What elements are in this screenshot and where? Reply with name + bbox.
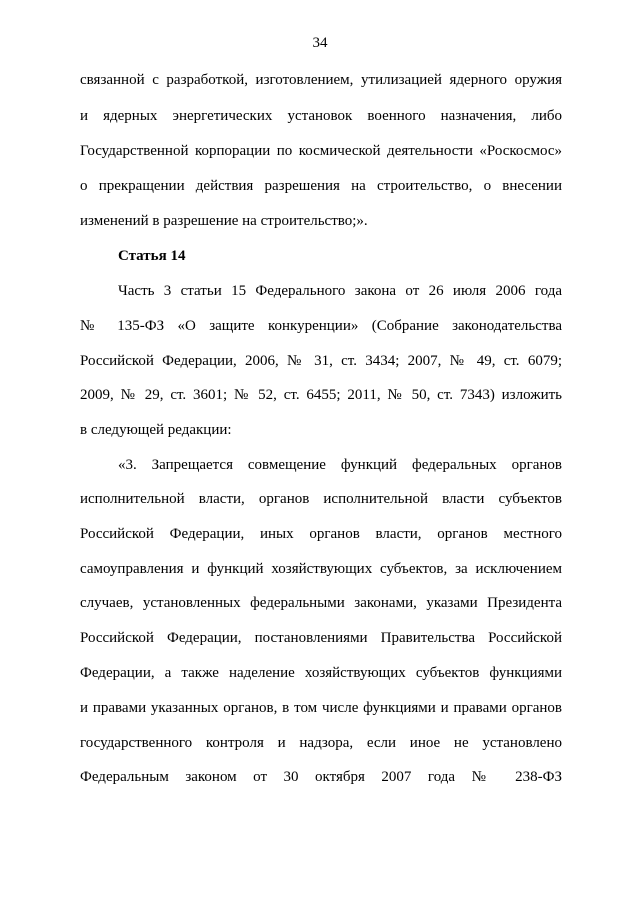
page-number: 34 <box>312 35 328 51</box>
text-line: № 135-ФЗ «О защите конкуренции» (Собрание законодательства <box>80 318 562 334</box>
text-line: и правами указанных органов, в том числе функциями и правами органов <box>80 700 562 716</box>
text-line: Российской Федерации, иных органов власти, органов местного <box>80 526 562 542</box>
text-line: исполнительной власти, органов исполнительной власти субъектов <box>80 491 562 507</box>
article-heading: Статья 14 <box>118 248 186 264</box>
text-line: государственного контроля и надзора, если иное не установлено <box>80 735 562 751</box>
text-line: и ядерных энергетических установок военного назначения, либо <box>80 108 562 124</box>
text-line: изменений в разрешение на строительство;». <box>80 213 368 229</box>
text-line: в следующей редакции: <box>80 422 232 438</box>
text-line: «3. Запрещается совмещение функций федеральных органов <box>118 457 562 473</box>
text-line: Часть 3 статьи 15 Федерального закона от 26 июля 2006 года <box>118 283 562 299</box>
text-line: Российской Федерации, постановлениями Правительства Российской <box>80 630 562 646</box>
text-line: связанной с разработкой, изготовлением, утилизацией ядерного оружия <box>80 72 562 88</box>
text-line: Федеральным законом от 30 октября 2007 года № 238-ФЗ <box>80 769 562 785</box>
text-line: о прекращении действия разрешения на строительство, о внесении <box>80 178 562 194</box>
text-line: 2009, № 29, ст. 3601; № 52, ст. 6455; 2011, № 50, ст. 7343) изложить <box>80 387 562 403</box>
text-line: Российской Федерации, 2006, № 31, ст. 3434; 2007, № 49, ст. 6079; <box>80 353 562 369</box>
text-line: Государственной корпорации по космической деятельности «Роскосмос» <box>80 143 562 159</box>
text-line: самоуправления и функций хозяйствующих субъектов, за исключением <box>80 561 562 577</box>
text-line: Федерации, а также наделение хозяйствующих субъектов функциями <box>80 665 562 681</box>
text-line: случаев, установленных федеральными законами, указами Президента <box>80 595 562 611</box>
